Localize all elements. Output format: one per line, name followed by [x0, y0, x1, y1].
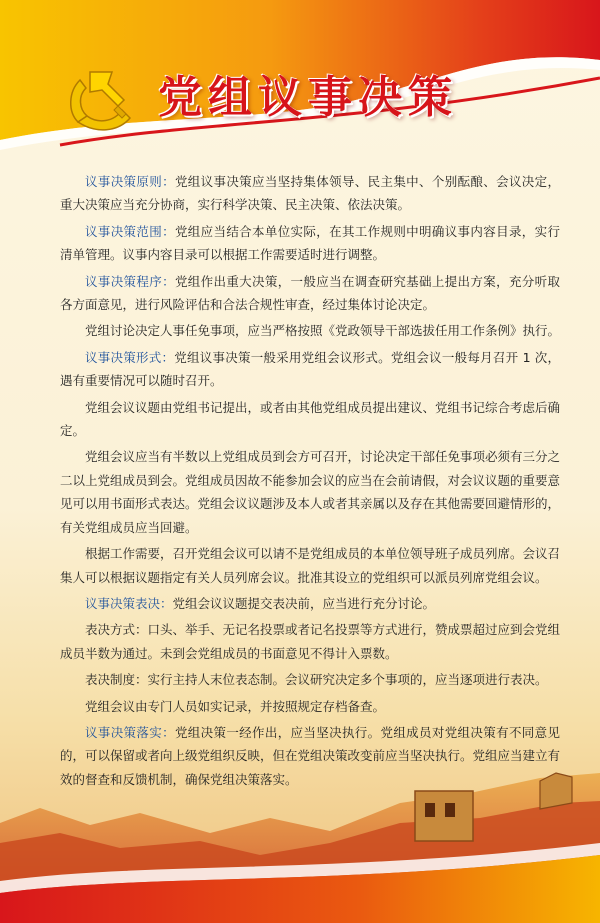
paragraph [60, 618, 560, 665]
paragraph-label: 议事决策范围： [85, 223, 175, 239]
page-title: 党组议事决策 [158, 72, 458, 123]
paragraph [60, 668, 560, 691]
paragraph [60, 542, 560, 589]
paragraph [60, 170, 560, 217]
paragraph-text: 党组作出重大决策，一般应当在调查研究基础上提出方案，充分听取各方面意见，进行风险评估和合法合规性审查，经过集体讨论决定。 [60, 273, 560, 313]
paragraph-text: 党组应当结合本单位实际，在其工作规则中明确议事内容目录，实行清单管理。议事内容目录可以根据工作需要适时进行调整。 [60, 223, 560, 263]
paragraph-text: 党组决策一经作出，应当坚决执行。党组成员对党组决策有不同意见的，可以保留或者向上级党组织反映，但在党组决策改变前应当坚决执行。党组应当建立有效的督查和反馈机制，确保党组决策落实。 [60, 724, 561, 787]
content-body [60, 170, 560, 794]
paragraph-text: 根据工作需要，召开党组会议可以请不是党组成员的本单位领导班子成员列席。会议召集人可以根据议题指定有关人员列席会议。批准其设立的党组织可以派员列席党组会议。 [60, 546, 561, 585]
paragraph-text: 党组会议应当有半数以上党组成员到会方可召开，讨论决定干部任免事项必须有三分之二以上党组成员到会。党组成员因故不能参加会议的应当在会前请假，对会议议题的重要意见可以用书面形式表达。党组会议议题涉及本人或者其亲属以及存在其他需要回避情形的，有关党组成员应当回避。 [60, 449, 561, 535]
paragraph [60, 346, 560, 393]
paragraph [60, 270, 560, 317]
paragraph-text: 党组会议议题由党组书记提出，或者由其他党组成员提出建议、党组书记综合考虑后确定。 [60, 399, 561, 439]
paragraph [60, 592, 560, 615]
paragraph-text: 党组议事决策一般采用党组会议形式。党组会议一般每月召开 1 次，遇有重要情况可以随时召开。 [60, 349, 560, 389]
paragraph-label: 议事决策形式： [85, 349, 175, 365]
paragraph-label: 议事决策程序： [85, 273, 175, 289]
paragraph-label: 议事决策表决： [85, 595, 173, 611]
paragraph [60, 445, 560, 539]
paragraph-text: 党组议事决策应当坚持集体领导、民主集中、个别酝酿、会议决定，重大决策应当充分协商，实行科学决策、民主决策、依法决策。 [60, 174, 560, 213]
paragraph-text: 党组讨论决定人事任免事项，应当严格按照《党政领导干部选拔任用工作条例》执行。 [85, 323, 561, 339]
great-wall-illustration [0, 763, 600, 923]
paragraph-label: 议事决策原则： [85, 174, 175, 189]
party-emblem-icon [60, 62, 142, 134]
paragraph-text: 表决制度：实行主持人末位表态制。会议研究决定多个事项的，应当逐项进行表决。 [85, 672, 548, 688]
paragraph [60, 695, 560, 718]
paragraph [60, 396, 560, 443]
paragraph [60, 220, 560, 267]
paragraph-text: 表决方式：口头、举手、无记名投票或者记名投票等方式进行，赞成票超过应到会党组成员半数为通过。未到会党组成员的书面意见不得计入票数。 [60, 622, 561, 661]
paragraph-text: 党组会议议题提交表决前，应当进行充分讨论。 [172, 595, 436, 611]
paragraph [60, 319, 560, 342]
paragraph-label: 议事决策落实： [85, 724, 175, 740]
paragraph-text: 党组会议由专门人员如实记录，并按照规定存档备查。 [85, 698, 386, 714]
